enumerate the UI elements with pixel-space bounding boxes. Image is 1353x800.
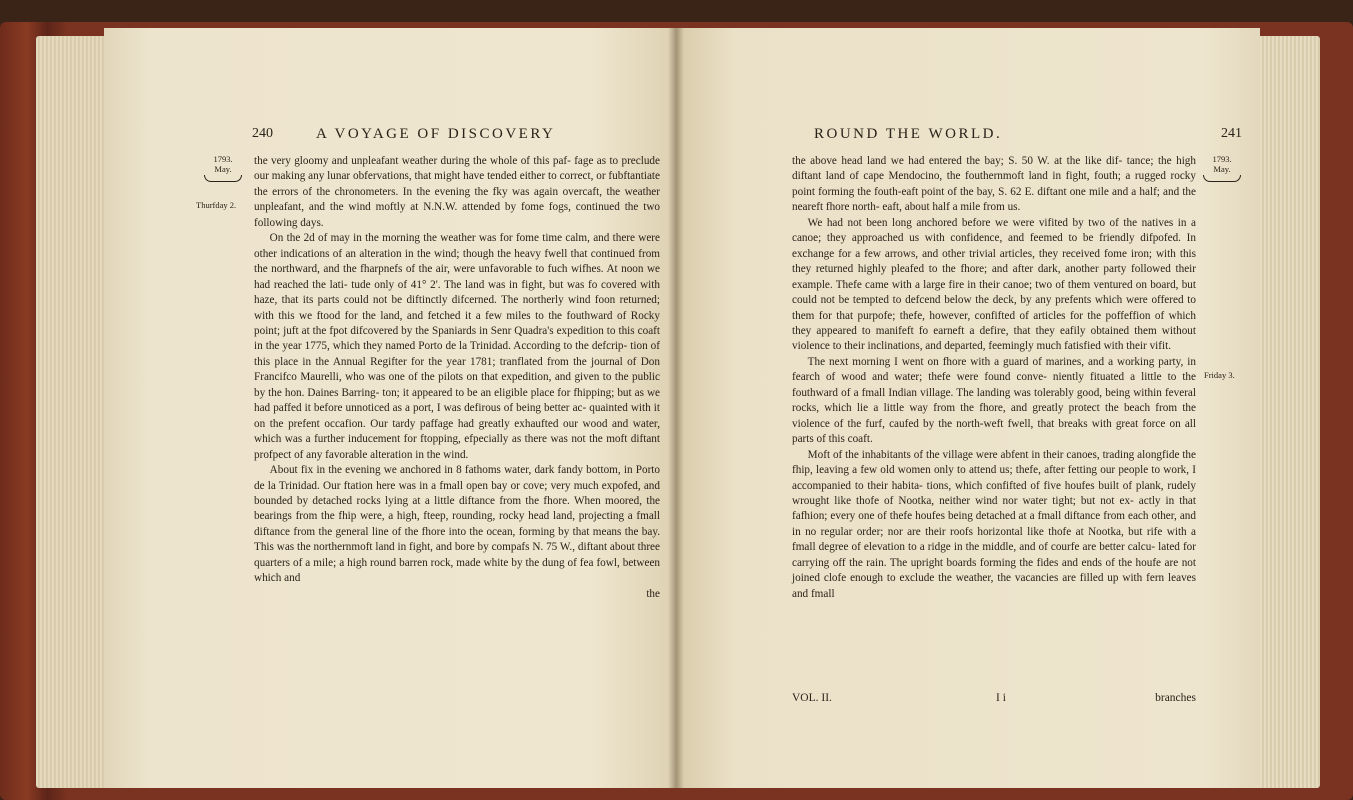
right-paragraph-2: We had not been long anchored before we were vifited by two of the natives in a canoe; they approached us with confidence, and feemed to be friendly difpofed. In exchange for a few arrows, and other trivial articles, they received fome iron; with this they returned highly pleafed to the fhore; and after dark, another party followed their example. Thefe came with a large fire in their canoe; two of them ventured on board, but could not be tempted to defcend below the deck, by any prefents which were offered to them for that purpofe; thefe, however, confifted of articles for the poffeffion of which they appeared to manifeft fo earneft a defire, that they eafily obtained them without violence to their inclinations, and departed, feemingly much fatisfied with their vifit.	[792, 216, 1196, 353]
right-margin-year: 1793.	[1212, 154, 1232, 164]
left-running-head: A VOYAGE OF DISCOVERY	[316, 126, 556, 142]
right-running-head: ROUND THE WORLD.	[814, 126, 1003, 142]
right-margin-date	[1202, 154, 1242, 182]
left-margin-year: 1793.	[213, 154, 233, 164]
right-margin-month: May.	[1213, 164, 1231, 174]
left-paragraph-2: On the 2d of may in the morning the weather was for fome time calm, and there were other indications of an alteration in the wind; though the heavy fwell that continued from the northward, and the fharpnefs of the air, were unfavorable to fuch wifhes. At noon we had reached the lati- tude only of 41° 2'. The land was in fight, but was fo covered with haze, that its parts could not be diftinctly difcerned. The northerly wind foon returned; with this we ftood for the land, and fetched it a few miles to the fouthward of Rocky point; juft at the fpot difcovered by the Spaniards in Senr Quadra's expedition to this coaft in the year 1775, which they named Porto de la Trinidad. According to the defcrip- tion of this place in the Annual Regifter for the year 1781; tranflated from the journal of Don Francifco Maurelli, who was one of the pilots on that expedition, and given to the public by the hon. Daines Barring- ton; it appeared to be an eligible place for fhipping; but as we had paffed it before unnoticed as a port, I was defirous of being better ac- quainted with it on the prefent occafion. Our tardy paffage had greatly exhaufted our wood and water, which was a further inducement for ftopping, efpecially as there was not the moft diftant profpect of any favorable alteration in the wind.	[254, 232, 660, 461]
left-page	[104, 28, 676, 788]
right-catchword: branches	[1155, 692, 1196, 704]
left-catchword: the	[646, 587, 660, 600]
left-paragraph-3: About fix in the evening we anchored in 8 fathoms water, dark fandy bottom, in Porto de la Trinidad. Our ftation here was in a fmall open bay or cove; very much expofed, and bounded by detached rocks lying at a little diftance from the fhore. When moored, the bearings from the fhip were, a high, fteep, rounding, rocky head land, projecting a fmall diftance from the general line of the fhore into the ocean, forming by that means the bay. This was the northernmoft land in fight, and bore by compafs N. 75 W., diftant about three quarters of a mile; a high round barren rock, made white by the dung of fea fowl, between which and	[254, 464, 660, 585]
book-spread	[0, 22, 1353, 800]
left-margin-brace	[204, 175, 242, 182]
right-page-number: 241	[1221, 126, 1242, 141]
right-paragraph-3: The next morning I went on fhore with a guard of marines, and a working party, in fearch of wood and water; thefe were found conve- niently fituated a little to the fouthward of a fmall Indian village. The landing was tolerably good, being within feveral rocks, which lie a little way from the fhore, and greatly protect the beach from the violence of the furf, caufed by the north-weft fwell, that breaks with great force on all parts of this coaft.	[792, 355, 1196, 446]
left-page-edges	[36, 36, 104, 788]
right-body-text	[792, 154, 1196, 602]
right-margin-day: Friday 3.	[1204, 370, 1235, 380]
left-body-text	[254, 154, 660, 602]
signature-mark: I i	[996, 692, 1006, 704]
left-margin-month: May.	[214, 164, 232, 174]
left-paragraph-1: the very gloomy and unpleafant weather during the whole of this paf- fage as to preclude our making any lunar obfervations, that might have tended either to correct, or fubftantiate the errors of the chronometers. In the evening the fky was again overcaft, the weather unpleafant, and the wind moftly at N.N.W. attended by fome fogs, continued the two following days.	[254, 155, 660, 229]
left-margin-day: Thurfday 2.	[196, 200, 237, 210]
right-page-edges	[1260, 36, 1320, 788]
right-paragraph-1: the above head land we had entered the bay; S. 50 W. at the like dif- tance; the high diftant land of cape Mendocino, the fouthernmoft land in fight, fouth; a rugged rocky point forming the fouth-eaft point of the bay, S. 62 E. diftant one mile and a half; and the neareft fhore north- eaft, about half a mile from us.	[792, 155, 1196, 214]
right-paragraph-4: Moft of the inhabitants of the village were abfent in their canoes, trading alongfide the fhip, leaving a few old women only to attend us; thefe, after fetting our people to work, I accompanied to their habita- tions, which confifted of five houfes built of plank, rudely wrought like thofe of Nootka, neither wind nor water tight; but not ex- actly in that fafhion; every one of thefe houfes being detached at a fmall diftance from each other, and in no regular order; nor are their roofs horizontal like thofe at Nootka, but rife with a fmall degree of elevation to a ridge in the middle, and of courfe are better calcu- lated for carrying off the rain. The upright boards forming the fides and ends of the houfe are not joined clofe enough to exclude the weather, the vacancies are filled up with fern leaves and fmall	[792, 448, 1196, 600]
right-page	[676, 28, 1260, 788]
left-margin-date	[203, 154, 243, 182]
left-page-number: 240	[252, 126, 273, 141]
volume-label: VOL. II.	[792, 692, 832, 704]
book-gutter	[668, 28, 684, 788]
right-margin-brace	[1203, 175, 1241, 182]
